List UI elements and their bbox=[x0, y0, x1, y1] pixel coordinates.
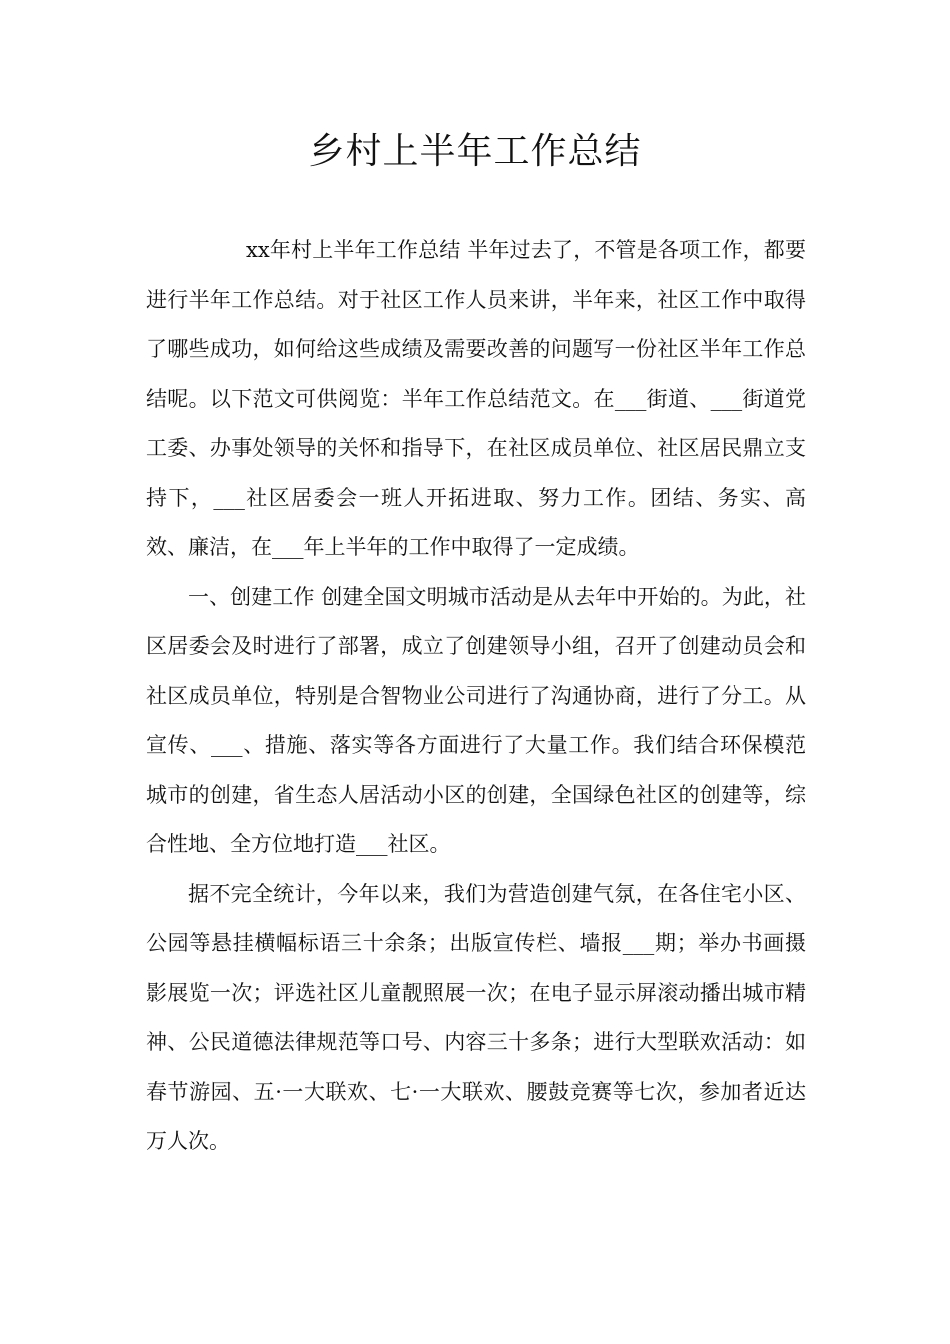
document-title: 乡村上半年工作总结 bbox=[308, 131, 642, 172]
paragraph-statistics: 据不完全统计，今年以来，我们为营造创建气氛，在各住宅小区、公园等悬挂横幅标语三十余条；出版宣传栏、墙报___期；举办书画摄影展览一次；评选社区儿童靓照展一次；在电子显示屏滚动播出城市精神、公民道德法律规范等口号、内容三十多条；进行大型联欢活动：如春节游园、五·一大联欢、七·一大联欢、腰鼓竞赛等七次，参加者近达万人次。 bbox=[146, 881, 806, 1153]
paragraph-intro: xx年村上半年工作总结 半年过去了，不管是各项工作，都要进行半年工作总结。对于社区工作人员来讲，半年来，社区工作中取得了哪些成功，如何给这些成绩及需要改善的问题写一份社区半年工作总结呢。以下范文可供阅览：半年工作总结范文。在___街道、___街道党工委、办事处领导的关怀和指导下，在社区成员单位、社区居民鼎立支持下，___社区居委会一班人开拓进取、努力工作。团结、务实、高效、廉洁，在___年上半年的工作中取得了一定成绩。 bbox=[146, 238, 806, 559]
document-body bbox=[146, 226, 806, 1167]
paragraph-creation-work: 一、创建工作 创建全国文明城市活动是从去年中开始的。为此，社区居委会及时进行了部署，成立了创建领导小组，召开了创建动员会和社区成员单位，特别是合智物业公司进行了沟通协商，进行了分工。从宣传、___、措施、落实等各方面进行了大量工作。我们结合环保模范城市的创建，省生态人居活动小区的创建，全国绿色社区的创建等，综合性地、全方位地打造___社区。 bbox=[146, 584, 806, 856]
